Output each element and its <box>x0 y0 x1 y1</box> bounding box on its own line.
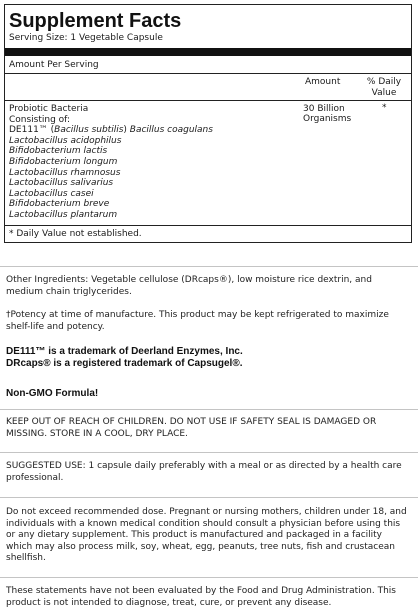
supplement-facts-panel <box>4 4 412 243</box>
section-separator <box>0 409 418 410</box>
section-separator <box>0 497 418 498</box>
de111-prefix: DE111™ ( <box>9 125 55 136</box>
amount-value <box>303 104 351 124</box>
ingredient-row <box>5 101 411 226</box>
daily-value-header-line1: % Daily <box>366 77 402 87</box>
non-gmo-label: Non-GMO Formula! <box>6 388 99 399</box>
suggested-use: SUGGESTED USE: 1 capsule daily preferably with a meal or as directed by a health care professional. <box>6 461 402 483</box>
serving-size: Serving Size: 1 Vegetable Capsule <box>9 33 163 43</box>
daily-value-column-header <box>361 77 407 99</box>
strain-item: Lactobacillus salivarius <box>9 178 114 189</box>
amount-column-header: Amount <box>305 77 341 87</box>
daily-value-header-line2: Value <box>371 88 397 98</box>
ingredient-name: Probiotic Bacteria <box>9 104 89 114</box>
strain-de111 <box>9 125 411 136</box>
amount-per-serving-label: Amount Per Serving <box>5 56 411 74</box>
panel-title: Supplement Facts <box>9 10 182 32</box>
consisting-of-label: Consisting of: <box>9 114 71 125</box>
amount-value-line1: 30 Billion <box>303 104 345 114</box>
section-separator <box>0 266 418 267</box>
daily-value-footnote: * Daily Value not established. <box>9 228 142 239</box>
other-ingredients: Other Ingredients: Vegetable cellulose (DRcaps®), low moisture rice dextrin, and medium chain triglycerides. <box>6 275 372 297</box>
potency-note: †Potency at time of manufacture. This product may be kept refrigerated to maximize shelf-life and potency. <box>6 310 389 332</box>
de111-suffix: ) <box>123 125 130 136</box>
strain-item: Lactobacillus plantarum <box>9 209 118 220</box>
thick-divider <box>5 48 411 56</box>
strain-item: Lactobacillus acidophilus <box>9 135 122 146</box>
dose-warning: Do not exceed recommended dose. Pregnant or nursing mothers, children under 18, and individuals with a known medical condition should consult a physician before using this or any dietary supplement. This product is manufactured and packaged in a facility which may also process milk, soy, wheat, egg, peanuts, tree nuts, fish and crustacean shellfish. <box>6 507 407 563</box>
section-separator <box>0 452 418 453</box>
strain-item: Bifidobacterium breve <box>9 199 110 210</box>
daily-value-value: * <box>382 103 387 113</box>
fda-disclaimer: These statements have not been evaluated by the Food and Drug Administration. This product is not intended to diagnose, treat, cure, or prevent any disease. <box>6 586 396 608</box>
strain-item: Lactobacillus rhamnosus <box>9 167 121 178</box>
de111-coagulans: Bacillus coagulans <box>129 125 213 136</box>
strain-item: Lactobacillus casei <box>9 188 94 199</box>
trademark-drcaps: DRcaps® is a registered trademark of Capsugel®. <box>6 358 243 369</box>
column-header-row <box>5 74 411 101</box>
trademark-de111: DE111™ is a trademark of Deerland Enzymes, Inc. <box>6 346 243 357</box>
keep-out-warning: KEEP OUT OF REACH OF CHILDREN. DO NOT USE IF SAFETY SEAL IS DAMAGED OR MISSING. STORE IN A COOL, DRY PLACE. <box>6 417 377 439</box>
strain-item: Bifidobacterium longum <box>9 156 118 167</box>
de111-species: Bacillus subtilis <box>54 125 124 136</box>
amount-value-line2: Organisms <box>303 114 352 124</box>
strain-item: Bifidobacterium lactis <box>9 146 108 157</box>
section-separator <box>0 577 418 578</box>
